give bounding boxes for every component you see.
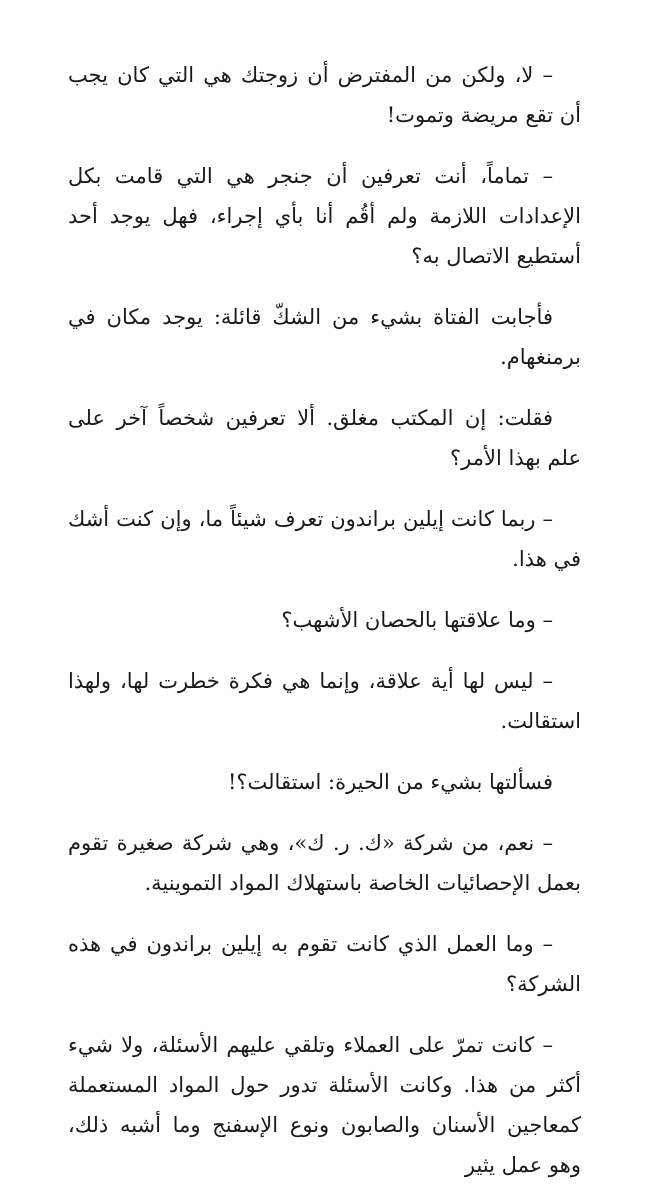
paragraph-6: – وما علاقتها بالحصان الأشهب؟ xyxy=(281,608,553,632)
paragraph-1: – لا، ولكن من المفترض أن زوجتك هي التي كان يجب أن تقع مريضة وتموت! xyxy=(68,63,581,127)
paragraph-7: – ليس لها أية علاقة، وإنما هي فكرة خطرت لها، ولهذا استقالت. xyxy=(68,669,581,733)
paragraph-11: – كانت تمرّ على العملاء وتلقي عليهم الأسئلة، ولا شيء أكثر من هذا. وكانت الأسئلة تدور حول المواد المستعملة كمعاجين الأسنان والصابون ونوع الإسفنج وما أشبه ذلك، وهو عمل يثير xyxy=(68,1033,581,1177)
paragraph-9: – نعم، من شركة «ك. ر. ك»، وهي شركة صغيرة تقوم بعمل الإحصائيات الخاصة باستهلاك المواد التموينية. xyxy=(68,831,581,895)
book-page xyxy=(68,55,581,1185)
paragraph-5: – ربما كانت إيلين براندون تعرف شيئاً ما، وإن كنت أشك في هذا. xyxy=(68,507,581,571)
paragraph-3: فأجابت الفتاة بشيء من الشكّ قائلة: يوجد مكان في برمنغهام. xyxy=(68,305,581,369)
paragraph-10: – وما العمل الذي كانت تقوم به إيلين براندون في هذه الشركة؟ xyxy=(68,932,581,996)
paragraph-4: فقلت: إن المكتب مغلق. ألا تعرفين شخصاً آخر على علم بهذا الأمر؟ xyxy=(68,406,581,470)
paragraph-2: – تماماً، أنت تعرفين أن جنجر هي التي قامت بكل الإعدادات اللازمة ولم أقُم أنا بأي إجراء، فهل يوجد أحد أستطيع الاتصال به؟ xyxy=(68,164,581,268)
paragraph-8: فسألتها بشيء من الحيرة: استقالت؟! xyxy=(227,770,553,794)
